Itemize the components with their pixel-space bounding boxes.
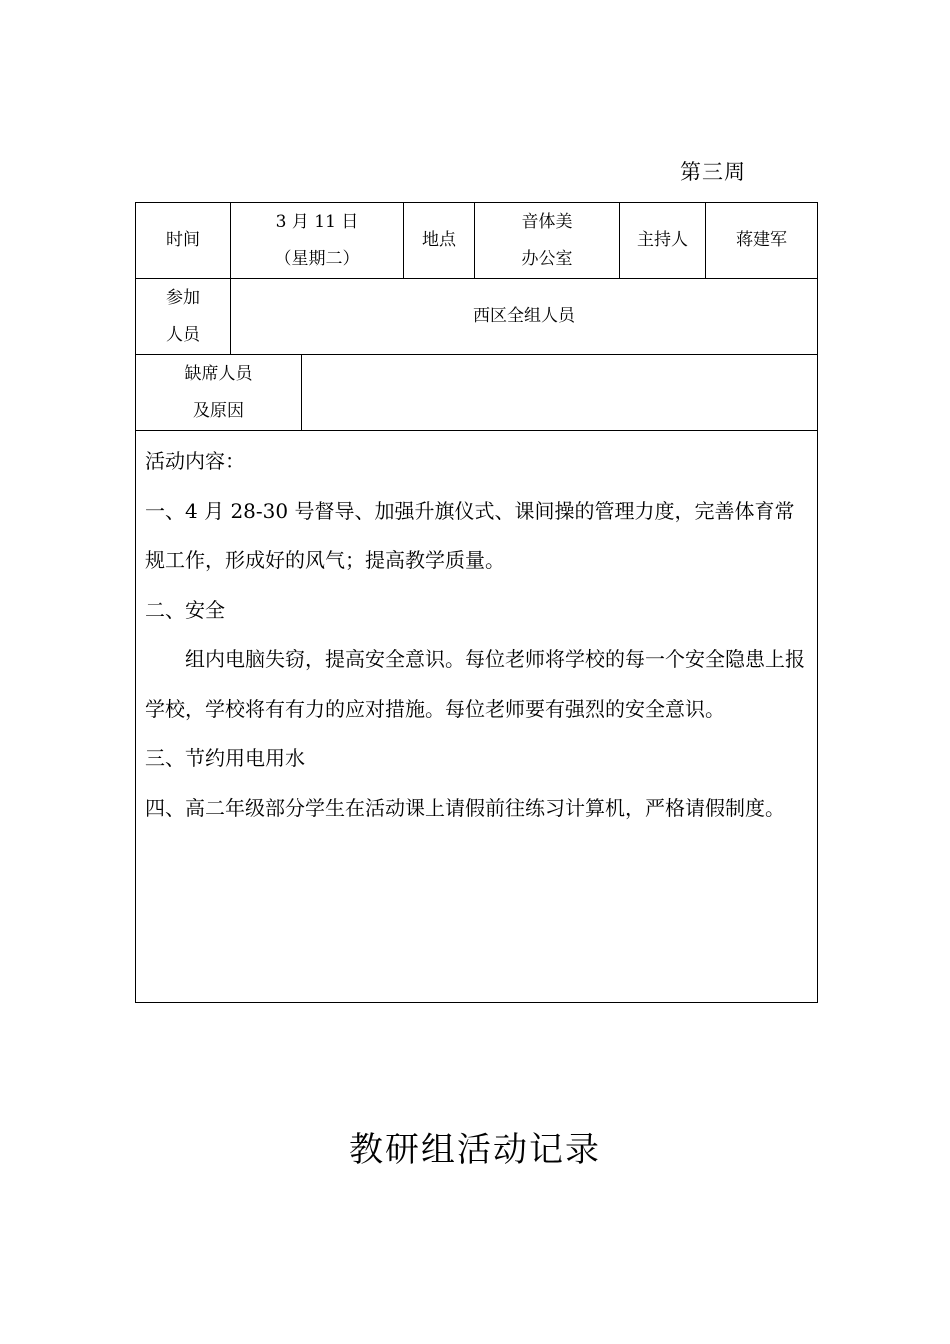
activity-record-table — [135, 202, 818, 1003]
absent-label — [136, 355, 302, 431]
content-item-2-body: 组内电脑失窃，提高安全意识。每位老师将学校的每一个安全隐患上报学校，学校将有有力的应对措施。每位老师要有强烈的安全意识。 — [145, 647, 805, 721]
absent-label-line2: 及原因 — [193, 400, 244, 421]
date-value: 3 月 11 日 — [275, 211, 359, 232]
absent-value — [302, 355, 818, 431]
attendees-label-line2: 人员 — [166, 324, 200, 345]
content-item-4: 四、高二年级部分学生在活动课上请假前往练习计算机，严格请假制度。 — [145, 795, 785, 820]
activity-content — [136, 431, 818, 1003]
document-title: 教研组活动记录 — [349, 1130, 601, 1170]
place-label: 地点 — [404, 203, 475, 279]
content-heading: 活动内容： — [145, 449, 245, 473]
place-value-line1: 音体美 — [521, 211, 573, 232]
place-cell — [475, 203, 620, 279]
attendees-value: 西区全组人员 — [231, 279, 818, 355]
attendees-label-line1: 参加 — [166, 287, 200, 308]
place-value-line2: 办公室 — [521, 248, 573, 269]
date-cell — [231, 203, 404, 279]
content-item-2-title: 二、安全 — [145, 597, 225, 622]
week-label: 第三周 — [680, 160, 746, 184]
host-value: 蒋建军 — [706, 203, 818, 279]
host-label: 主持人 — [620, 203, 706, 279]
content-item-3: 三、节约用电用水 — [145, 746, 305, 770]
time-label: 时间 — [136, 203, 231, 279]
attendees-label — [136, 279, 231, 355]
weekday-value: （星期二） — [274, 248, 360, 269]
content-item-1: 一、4 月 28-30 号督导、加强升旗仪式、课间操的管理力度，完善体育常规工作，形成好的风气；提高教学质量。 — [145, 498, 795, 572]
absent-label-line1: 缺席人员 — [184, 363, 253, 384]
